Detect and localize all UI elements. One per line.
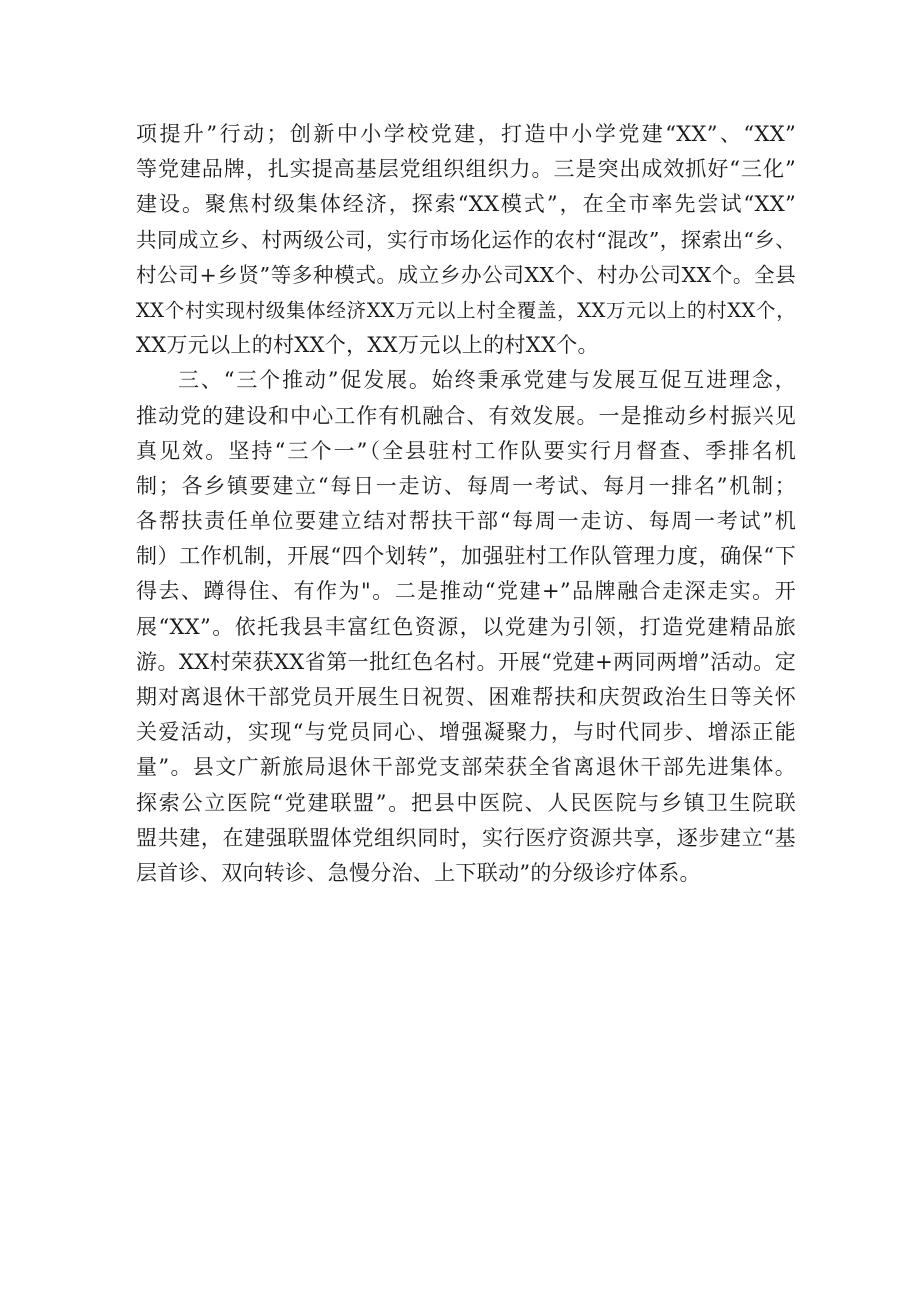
- text-line: 等党建品牌，扎实提高基层党组织组织力。三是突出成效抓好“三化”: [136, 157, 796, 182]
- text-line: 三、“三个推动”促发展。始终秉承党建与发展互促互进理念，: [178, 368, 796, 393]
- text-line: 项提升”行动；创新中小学校党建，打造中小学党建“XX”、“XX”: [136, 122, 796, 146]
- text-line: 层首诊、双向转诊、急慢分治、上下联动”的分级诊疗体系。: [136, 860, 701, 885]
- text-line: 建设。聚焦村级集体经济，探索“XX模式”，在全市率先尝试“XX”: [136, 192, 796, 217]
- text-line: 展“XX”。依托我县丰富红色资源，以党建为引领，打造党建精品旅: [136, 614, 796, 639]
- text-line: 关爱活动，实现“与党员同心、增强凝聚力，与时代同步、增添正能: [136, 720, 796, 745]
- text-line: XX万元以上的村XX个，XX万元以上的村XX个。: [136, 333, 599, 358]
- text-line: 得去、蹲得住、有作为"。二是推动“党建+”品牌融合走深走实。开: [136, 579, 796, 604]
- text-line: 量”。县文广新旅局退休干部党支部荣获全省离退休干部先进集体。: [136, 755, 796, 780]
- text-line: 各帮扶责任单位要建立结对帮扶干部“每周一走访、每周一考试”机: [136, 509, 796, 534]
- text-line: 制；各乡镇要建立“每日一走访、每周一考试、每月一排名”机制；: [136, 473, 796, 498]
- text-line: 村公司+乡贤”等多种模式。成立乡办公司XX个、村办公司XX个。全县: [136, 262, 796, 287]
- text-line: 制）工作机制，开展“四个划转”，加强驻村工作队管理力度，确保“下: [136, 544, 796, 569]
- text-line: 游。XX村荣获XX省第一批红色名村。开展“党建+两同两增”活动。定: [136, 649, 796, 674]
- document-body: [136, 117, 796, 891]
- text-line: 期对离退休干部党员开展生日祝贺、困难帮扶和庆贺政治生日等关怀: [136, 685, 796, 709]
- text-line: 探索公立医院“党建联盟”。把县中医院、人民医院与乡镇卫生院联: [136, 790, 796, 815]
- text-line: XX个村实现村级集体经济XX万元以上村全覆盖，XX万元以上的村XX个，: [136, 298, 796, 322]
- text-line: 盟共建，在建强联盟体党组织同时，实行医疗资源共享，逐步建立“基: [136, 825, 796, 850]
- text-line: 真见效。坚持“三个一”（全县驻村工作队要实行月督查、季排名机: [136, 438, 796, 463]
- text-line: 推动党的建设和中心工作有机融合、有效发展。一是推动乡村振兴见: [136, 403, 796, 428]
- text-line: 共同成立乡、村两级公司，实行市场化运作的农村“混改”，探索出“乡、: [136, 227, 796, 252]
